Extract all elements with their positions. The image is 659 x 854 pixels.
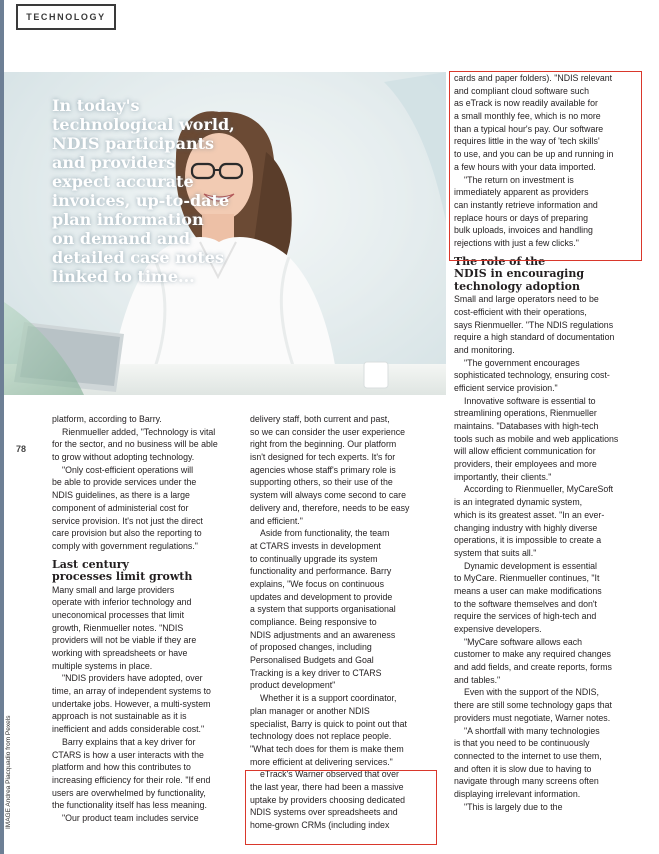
text-line: functionality and performance. Barry — [250, 566, 392, 577]
pull-quote-line: plan information — [52, 210, 204, 229]
pull-quote-line: detailed case notes — [52, 248, 224, 267]
text-line: to use, and you can be up and running in — [454, 149, 614, 160]
text-line: "Our product team includes service — [62, 812, 199, 823]
text-line: According to Rienmueller, MyCareSoft — [464, 484, 614, 495]
text-line: more efficient at delivering services." — [250, 756, 393, 767]
text-line: a small monthly fee, which is no more — [454, 111, 601, 122]
text-line: says Rienmueller. "The NDIS regulations — [454, 319, 614, 330]
highlight-box-top-right — [449, 71, 642, 261]
text-line: supporting others, so their use of the — [250, 477, 393, 488]
text-line: agencies whose staff's primary role is — [250, 464, 396, 475]
text-line: a few hours with your data imported. — [454, 161, 596, 172]
text-line: Personalised Budgets and Goal — [250, 655, 374, 666]
text-line: than a typical hour's pay. Our software — [454, 123, 604, 134]
text-line: navigate through many screens often — [454, 776, 599, 787]
text-line: cards and paper folders). "NDIS relevant — [454, 73, 613, 83]
text-line: home-grown CRMs (including index — [250, 820, 390, 830]
text-line: so we can consider the user experience — [250, 426, 406, 437]
text-line: "The government encourages — [464, 357, 580, 368]
text-line: care provision but also the reporting to — [52, 528, 202, 539]
text-line: users are overwhelmed by functionality, — [52, 787, 206, 798]
section-heading: NDIS in encouraging — [454, 267, 585, 281]
text-line: "What tech does for them is make them — [250, 743, 404, 754]
text-line: rejections with just a few clicks." — [454, 237, 579, 248]
text-line: "NDIS providers have adopted, over — [62, 673, 203, 684]
text-line: explains, "We focus on continuous — [250, 578, 385, 589]
text-line: Small and large operators need to be — [454, 294, 599, 305]
text-line: Innovative software is essential to — [464, 395, 596, 406]
text-line: Aside from functionality, the team — [260, 528, 390, 539]
text-line: undertake jobs. However, a multi-system — [52, 698, 211, 709]
text-line: delivery and, therefore, needs to be easy — [250, 502, 410, 513]
text-line: a system that supports organisational — [250, 604, 396, 615]
text-line: approach is not sustainable as it is — [52, 711, 187, 722]
text-line: means a user can make modifications — [454, 585, 602, 596]
text-line: as eTrack is now readily available for — [454, 98, 598, 109]
text-line: at CTARS invests in development — [250, 540, 381, 551]
text-line: for the sector, and no business will be able — [52, 439, 218, 450]
text-line: NDIS guidelines, as there is a large — [52, 490, 190, 501]
text-line: to grow without adopting technology. — [52, 452, 195, 463]
text-line: Tracking is a key driver to CTARS — [250, 667, 382, 678]
text-line: replace hours or days of preparing — [454, 212, 588, 223]
text-line: the last year, there had been a massive — [250, 781, 404, 792]
text-line: "This is largely due to the — [464, 801, 563, 812]
text-line: technology does not replace people. — [250, 731, 392, 742]
image-credit: IMAGE Andrea Piacquadio from Pexels — [5, 715, 12, 829]
text-line: immediately apparent as providers — [454, 187, 589, 198]
text-line: Barry explains that a key driver for — [62, 736, 196, 747]
text-line: is an integrated dynamic system, — [454, 497, 583, 508]
text-line: and compliant cloud software such — [454, 85, 589, 96]
text-line: right from the beginning. Our platform — [250, 439, 397, 450]
text-line: operations, it is impossible to create a — [454, 535, 602, 546]
text-line: platform, according to Barry. — [52, 414, 162, 424]
pull-quote-line: technological world, — [52, 115, 235, 134]
text-line: service provision. It's not just the direct — [52, 515, 203, 526]
text-line: efficient service provision." — [454, 382, 558, 393]
text-line: providers, their employees and more — [454, 459, 597, 470]
text-line: compliance. Being responsive to — [250, 617, 377, 627]
page-number: 78 — [16, 444, 27, 454]
text-line: system that suits all." — [454, 547, 537, 558]
text-line: delivery staff, both current and past, — [250, 414, 390, 424]
text-line: changing industry with highly diverse — [454, 522, 598, 533]
text-line: customer to make any required changes — [454, 649, 611, 660]
text-line: inefficient and adds considerable cost." — [52, 724, 205, 735]
text-line: working with spreadsheets or have — [52, 648, 188, 658]
text-line: streamlining operations, Rienmueller — [454, 408, 597, 419]
text-line: comply with government regulations." — [52, 540, 198, 551]
text-line: can instantly retrieve information and — [454, 199, 598, 210]
text-line: require a high standard of documentation — [454, 332, 615, 343]
text-line: and tables." — [454, 674, 501, 685]
text-line: Whether it is a support coordinator, — [260, 693, 397, 704]
text-line: CTARS is how a user interacts with the — [52, 749, 204, 760]
text-line: operate with inferior technology and — [52, 597, 192, 608]
pull-quote-line: expect accurate — [52, 172, 194, 191]
pull-quote — [52, 96, 260, 286]
text-line: component of administerial cost for — [52, 502, 189, 513]
text-line: cost-efficient with their operations, — [454, 306, 587, 317]
column-a — [52, 413, 218, 825]
text-line: be able to provide services under the — [52, 477, 197, 488]
text-line: product development" — [250, 680, 336, 691]
text-line: Dynamic development is essential — [464, 560, 597, 571]
column-b — [250, 413, 409, 832]
text-line: updates and development to provide — [250, 591, 393, 602]
section-heading: Last century — [52, 557, 129, 571]
section-tag: TECHNOLOGY — [16, 4, 116, 30]
text-line: NDIS adjustments and an awareness — [250, 629, 396, 640]
section-heading: processes limit growth — [52, 570, 193, 584]
text-line: and efficient." — [250, 515, 303, 526]
text-line: and monitoring. — [454, 344, 515, 355]
text-line: connected to the internet to use them, — [454, 750, 602, 761]
text-line: which is its greatest asset. "In an ever- — [454, 509, 605, 520]
pull-quote-line: linked to time... — [52, 267, 195, 286]
text-line: time, an array of independent systems to — [52, 686, 211, 697]
text-line: providers will not be viable if they are — [52, 635, 197, 646]
text-line: there are still some technology gaps that — [454, 700, 612, 711]
text-line: maintains. "Databases with high-tech — [454, 421, 599, 431]
text-line: and add fields, and create reports, forms — [454, 662, 612, 673]
section-heading: technology adoption — [454, 279, 580, 293]
text-line: of proposed changes, including — [250, 642, 372, 653]
pull-quote-line: In today's — [52, 96, 140, 115]
text-line: require the services of high-tech and — [454, 611, 597, 622]
text-line: is that you need to be continuously — [454, 738, 590, 749]
text-line: eTrack's Warner observed that over — [260, 769, 399, 780]
text-line: tools such as mobile and web applications — [454, 433, 619, 444]
text-line: plan manager or another NDIS — [250, 705, 370, 716]
text-line: "MyCare software allows each — [464, 636, 583, 647]
text-line: to MyCare. Rienmueller continues, "It — [454, 573, 600, 584]
text-line: growth, Rienmueller notes. "NDIS — [52, 622, 184, 633]
pull-quote-line: and providers — [52, 153, 176, 172]
text-line: platform and how this contributes to — [52, 762, 191, 773]
text-line: bulk uploads, invoices and handling — [454, 225, 593, 236]
text-line: providers must negotiate, Warner notes. — [454, 712, 611, 723]
text-line: system will always come second to care — [250, 490, 406, 501]
pull-quote-line: NDIS participants — [52, 134, 214, 153]
text-line: requires little in the way of 'tech skills' — [454, 136, 600, 147]
text-line: Many small and large providers — [52, 584, 175, 595]
text-line: Even with the support of the NDIS, — [464, 687, 599, 698]
text-line: to the software themselves and don't — [454, 598, 598, 609]
text-line: sophisticated technology, ensuring cost- — [454, 370, 610, 381]
text-line: isn't designed for tech experts. It's for — [250, 452, 396, 463]
text-line: to continually upgrade its system — [250, 553, 378, 564]
text-line: increasing efficiency for their role. "If end — [52, 774, 211, 785]
text-line: "Only cost-efficient operations will — [62, 464, 194, 475]
pull-quote-line: on demand and — [52, 229, 191, 248]
text-line: "A shortfall with many technologies — [464, 725, 600, 736]
text-line: NDIS systems over spreadsheets and — [250, 807, 398, 818]
highlight-box-bottom-center — [245, 770, 437, 845]
text-line: will allow efficient communication for — [454, 446, 596, 457]
text-line: importantly, their clients." — [454, 471, 552, 482]
pull-quote-line: invoices, up-to-date — [52, 191, 230, 210]
text-line: "The return on investment is — [464, 174, 574, 185]
text-line: Rienmueller added, "Technology is vital — [62, 426, 216, 437]
text-line: and often it is slow due to having to — [454, 763, 592, 774]
section-heading: The role of the — [454, 254, 546, 268]
text-line: specialist, Barry is quick to point out that — [250, 718, 407, 729]
text-line: expensive developers. — [454, 624, 542, 634]
text-line: uptake by providers choosing dedicated — [250, 794, 406, 805]
text-line: uneconomical processes that limit — [52, 609, 185, 620]
text-line: multiple systems in place. — [52, 660, 153, 671]
text-line: displaying irrelevant information. — [454, 788, 581, 799]
text-line: the functionality itself has less meaning. — [52, 800, 208, 811]
